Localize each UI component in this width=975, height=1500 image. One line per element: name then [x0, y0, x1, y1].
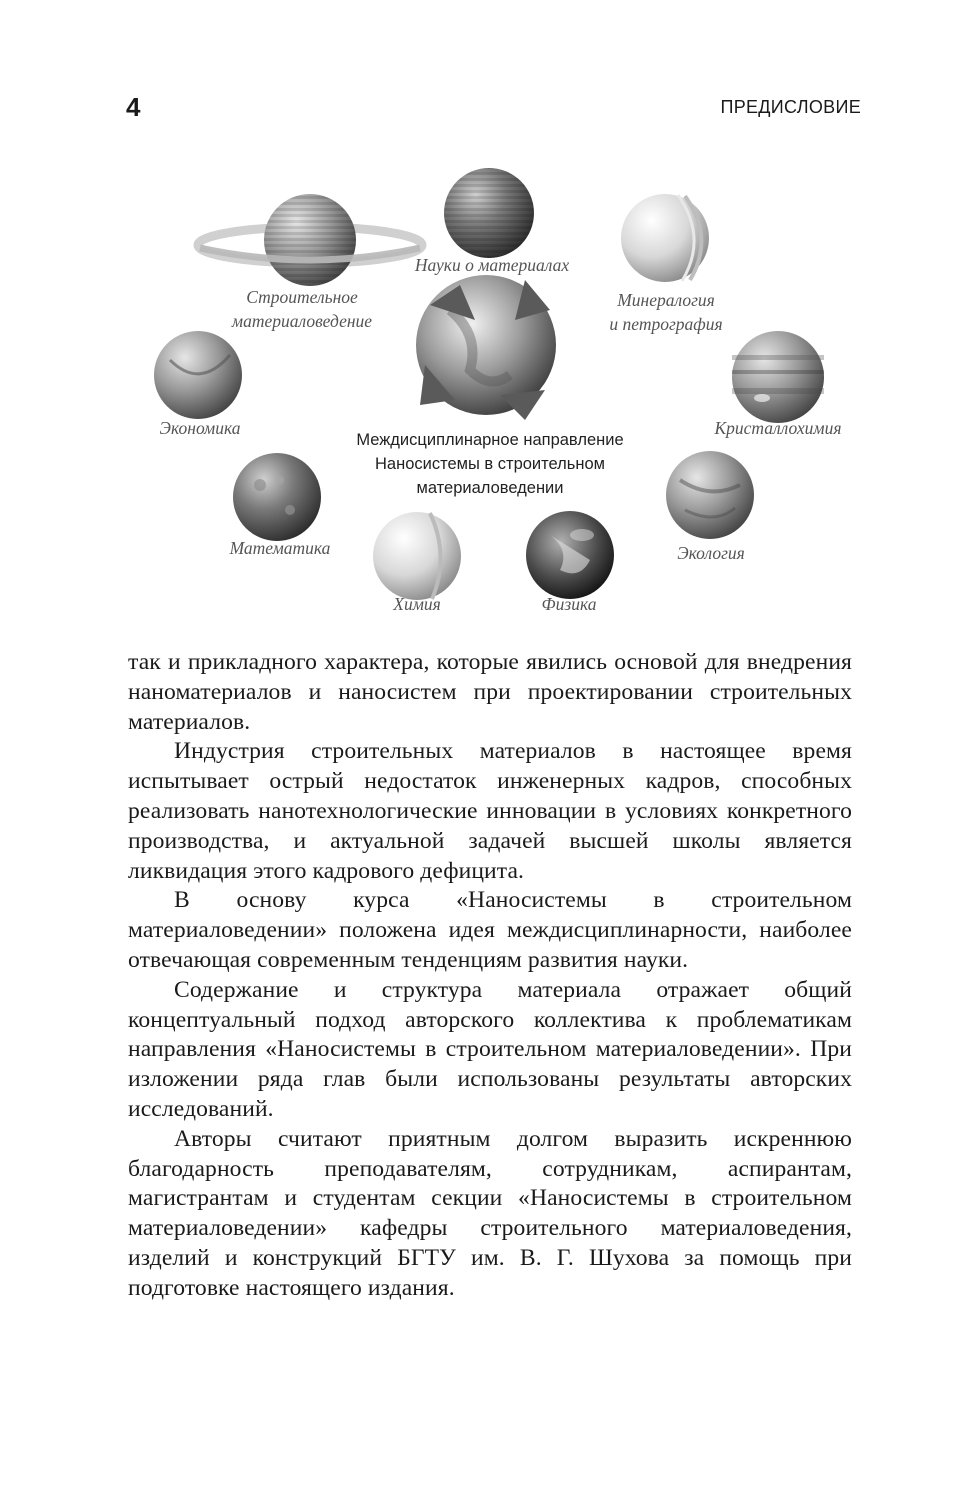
planet-chemistry — [373, 512, 461, 600]
label-chemistry: Химия — [393, 594, 441, 614]
paragraph-5: Авторы считают приятным долгом выразить искреннюю благодарность преподавателям, сотрудникам, аспирантам, магистрантам и студентам секции «Наносистемы в строительном материаловедении» кафедры строительного материаловедения, изделий и конструкций БГТУ им. В. Г. Шухова за помощь при подготовке настоящего издания. — [128, 1125, 852, 1301]
center-caption-line-3: материаловедении — [416, 479, 564, 497]
paragraph-3: В основу курса «Наносистемы в строительном материаловедении» положена идея междисциплинарности, наиболее отвечающая современным тенденциям развития науки. — [128, 887, 852, 973]
planet-mineralogy — [621, 194, 709, 282]
interdisciplinary-diagram — [130, 160, 850, 630]
paragraph-2: Индустрия строительных материалов в настоящее время испытывает острый недостаток инженерных кадров, способных реализовать нанотехнологические инновации в условиях конкретного производства, и актуальной задачей высшей школы является ликвидация этого кадрового дефицита. — [128, 738, 852, 884]
label-mathematics: Математика — [229, 538, 331, 558]
label-economics: Экономика — [159, 418, 241, 438]
label-construction-materials-1: Строительное — [246, 287, 358, 307]
label-mineralogy-1: Минералогия — [617, 290, 715, 310]
page-number: 4 — [126, 92, 141, 122]
paragraph-4: Содержание и структура материала отражает общий концептуальный подход авторского коллектива к проблематикам направления «Наносистемы в строительном материаловедении». При изложении ряда глав были использованы результаты авторских исследований. — [128, 976, 852, 1122]
label-materials-science: Науки о материалах — [414, 255, 570, 275]
planet-economics — [154, 331, 242, 419]
label-ecology: Экология — [677, 543, 745, 563]
body-text — [128, 648, 852, 1304]
planet-physics — [526, 511, 614, 599]
running-head: ПРЕДИСЛОВИЕ — [720, 97, 861, 117]
planet-crystal-chemistry — [732, 331, 824, 423]
label-crystal-chemistry: Кристаллохимия — [714, 418, 842, 438]
label-construction-materials-2: материаловедение — [231, 311, 373, 331]
planet-materials-science — [444, 168, 534, 258]
center-caption-line-1: Междисциплинарное направление — [356, 431, 624, 449]
paragraph-1: так и прикладного характера, которые явились основой для внедрения наноматериалов и наносистем при проектировании строительных материалов. — [128, 649, 852, 735]
center-caption — [340, 428, 640, 500]
label-physics: Физика — [541, 594, 597, 614]
center-caption-line-2: Наносистемы в строительном — [374, 455, 606, 473]
planet-construction-materials — [198, 194, 422, 286]
planet-ecology — [666, 451, 754, 539]
label-mineralogy-2: и петрография — [609, 314, 723, 334]
planet-mathematics — [233, 453, 321, 541]
planet-nanosystems-center — [416, 275, 556, 420]
